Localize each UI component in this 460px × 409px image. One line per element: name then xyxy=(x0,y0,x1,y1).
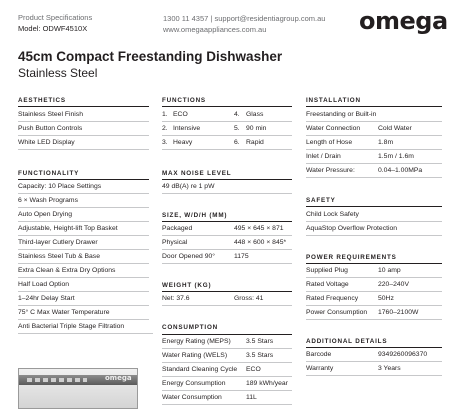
product-logo: omega xyxy=(105,374,132,382)
consumption-row xyxy=(162,391,292,405)
additional-label: Warranty xyxy=(306,365,334,372)
list-item: Capacity: 10 Place Settings xyxy=(18,180,149,194)
installation-row xyxy=(306,150,442,164)
installation-row xyxy=(306,164,442,178)
function-name: Glass xyxy=(246,111,264,118)
installation-heading: INSTALLATION xyxy=(306,97,361,104)
list-item: Stainless Steel Finish xyxy=(18,108,149,122)
list-item: Anti Bacterial Triple Stage Filtration xyxy=(18,320,153,334)
additional-row xyxy=(306,348,442,362)
list-item: Third-layer Cutlery Drawer xyxy=(18,236,149,250)
header-label: Product Specifications xyxy=(18,13,93,22)
size-row xyxy=(162,250,292,264)
power-label: Supplied Plug xyxy=(306,267,348,274)
additional-heading: ADDITIONAL DETAILS xyxy=(306,338,388,345)
power-heading: POWER REQUIREMENTS xyxy=(306,254,397,261)
installation-value: 0.04–1.00MPa xyxy=(378,167,423,174)
section-divider xyxy=(162,106,292,107)
installation-label: Water Connection xyxy=(306,125,361,132)
function-row xyxy=(162,136,292,150)
function-name: Heavy xyxy=(173,139,193,146)
list-item: Child Lock Safety xyxy=(306,208,442,222)
power-row xyxy=(306,292,442,306)
consumption-label: Energy Consumption xyxy=(162,380,226,387)
installation-label: Inlet / Drain xyxy=(306,153,341,160)
consumption-row xyxy=(162,349,292,363)
safety-heading: SAFETY xyxy=(306,197,336,204)
consumption-label: Standard Cleaning Cycle xyxy=(162,366,238,373)
list-item: Adjustable, Height-lift Top Basket xyxy=(18,222,149,236)
function-number: 1. xyxy=(162,111,168,118)
power-label: Rated Frequency xyxy=(306,295,359,302)
control-buttons xyxy=(27,378,87,382)
installation-label: Water Pressure: xyxy=(306,167,355,174)
function-name: Intensive xyxy=(173,125,201,132)
function-number: 5. xyxy=(234,125,240,132)
power-value: 50Hz xyxy=(378,295,394,302)
power-value: 10 amp xyxy=(378,267,401,274)
function-number: 4. xyxy=(234,111,240,118)
function-name: Rapid xyxy=(246,139,264,146)
list-item: Half Load Option xyxy=(18,278,149,292)
consumption-label: Energy Rating (MEPS) xyxy=(162,338,231,345)
consumption-row xyxy=(162,335,292,349)
consumption-value: 3.5 Stars xyxy=(246,352,274,359)
installation-value: 1.5m / 1.6m xyxy=(378,153,414,160)
additional-row xyxy=(306,362,442,376)
section-divider xyxy=(306,106,442,107)
power-row xyxy=(306,306,442,320)
aesthetics-heading: AESTHETICS xyxy=(18,97,66,104)
noise-heading: MAX NOISE LEVEL xyxy=(162,170,232,177)
size-value: 495 × 645 × 871 xyxy=(234,225,284,232)
size-heading: SIZE, W/D/H (MM) xyxy=(162,212,228,219)
function-number: 6. xyxy=(234,139,240,146)
contact-website[interactable]: www.omegaappliances.com.au xyxy=(163,25,267,34)
installation-row xyxy=(306,122,442,136)
consumption-value: 3.5 Stars xyxy=(246,338,274,345)
list-item: Auto Open Drying xyxy=(18,208,149,222)
installation-label: Length of Hose xyxy=(306,139,353,146)
page-subtitle: Stainless Steel xyxy=(18,66,98,80)
list-item: Stainless Steel Tub & Base xyxy=(18,250,149,264)
warranty-value: 3 Years xyxy=(378,365,401,372)
function-row xyxy=(162,122,292,136)
consumption-row xyxy=(162,377,292,391)
list-item: Extra Clean & Extra Dry Options xyxy=(18,264,149,278)
size-value: 448 × 600 × 845* xyxy=(234,239,287,246)
consumption-label: Water Rating (WELS) xyxy=(162,352,228,359)
list-item: 6 × Wash Programs xyxy=(18,194,149,208)
installation-row xyxy=(306,136,442,150)
weight-heading: WEIGHT (KG) xyxy=(162,282,212,289)
power-value: 220–240V xyxy=(378,281,409,288)
installation-value: Cold Water xyxy=(378,125,412,132)
size-row xyxy=(162,236,292,250)
function-number: 2. xyxy=(162,125,168,132)
function-name: ECO xyxy=(173,111,188,118)
model-number: Model: ODWF4510X xyxy=(18,24,88,33)
section-divider xyxy=(18,106,149,107)
barcode-value: 9349260096370 xyxy=(378,351,428,358)
weight-net: Net: 37.6 xyxy=(162,295,190,302)
function-row xyxy=(162,108,292,122)
size-label: Physical xyxy=(162,239,188,246)
product-image xyxy=(18,368,138,409)
size-label: Door Opened 90° xyxy=(162,253,215,260)
list-item: AquaStop Overflow Protection xyxy=(306,222,442,236)
installation-value: 1.8m xyxy=(378,139,394,146)
power-label: Rated Voltage xyxy=(306,281,349,288)
size-row xyxy=(162,222,292,236)
list-item: White LED Display xyxy=(18,136,149,150)
consumption-heading: CONSUMPTION xyxy=(162,324,219,331)
consumption-value: 189 kWh/year xyxy=(246,380,288,387)
power-label: Power Consumption xyxy=(306,309,368,316)
contact-phone-email[interactable]: 1300 11 4357 | support@residentiagroup.com.au xyxy=(163,14,326,23)
power-row xyxy=(306,278,442,292)
list-item: 75° C Max Water Temperature xyxy=(18,306,149,320)
function-number: 3. xyxy=(162,139,168,146)
list-item: 1–24hr Delay Start xyxy=(18,292,149,306)
function-name: 90 min xyxy=(246,125,267,132)
weight-gross: Gross: 41 xyxy=(234,295,264,302)
size-label: Packaged xyxy=(162,225,193,232)
functionality-heading: FUNCTIONALITY xyxy=(18,170,80,177)
installation-type: Freestanding or Built-in xyxy=(306,108,442,122)
consumption-label: Water Consumption xyxy=(162,394,222,401)
omega-logo: omega xyxy=(359,7,448,35)
section-divider xyxy=(306,206,442,207)
list-item: Push Button Controls xyxy=(18,122,149,136)
additional-label: Barcode xyxy=(306,351,332,358)
consumption-row xyxy=(162,363,292,377)
power-row xyxy=(306,264,442,278)
page-title: 45cm Compact Freestanding Dishwasher xyxy=(18,49,283,64)
noise-value: 49 dB(A) re 1 pW xyxy=(162,180,292,194)
contact-info xyxy=(163,13,325,35)
consumption-value: ECO xyxy=(246,366,261,373)
consumption-value: 11L xyxy=(246,394,257,401)
power-value: 1760–2100W xyxy=(378,309,419,316)
functions-heading: FUNCTIONS xyxy=(162,97,206,104)
size-value: 1175 xyxy=(234,253,249,260)
weight-row xyxy=(162,292,292,306)
